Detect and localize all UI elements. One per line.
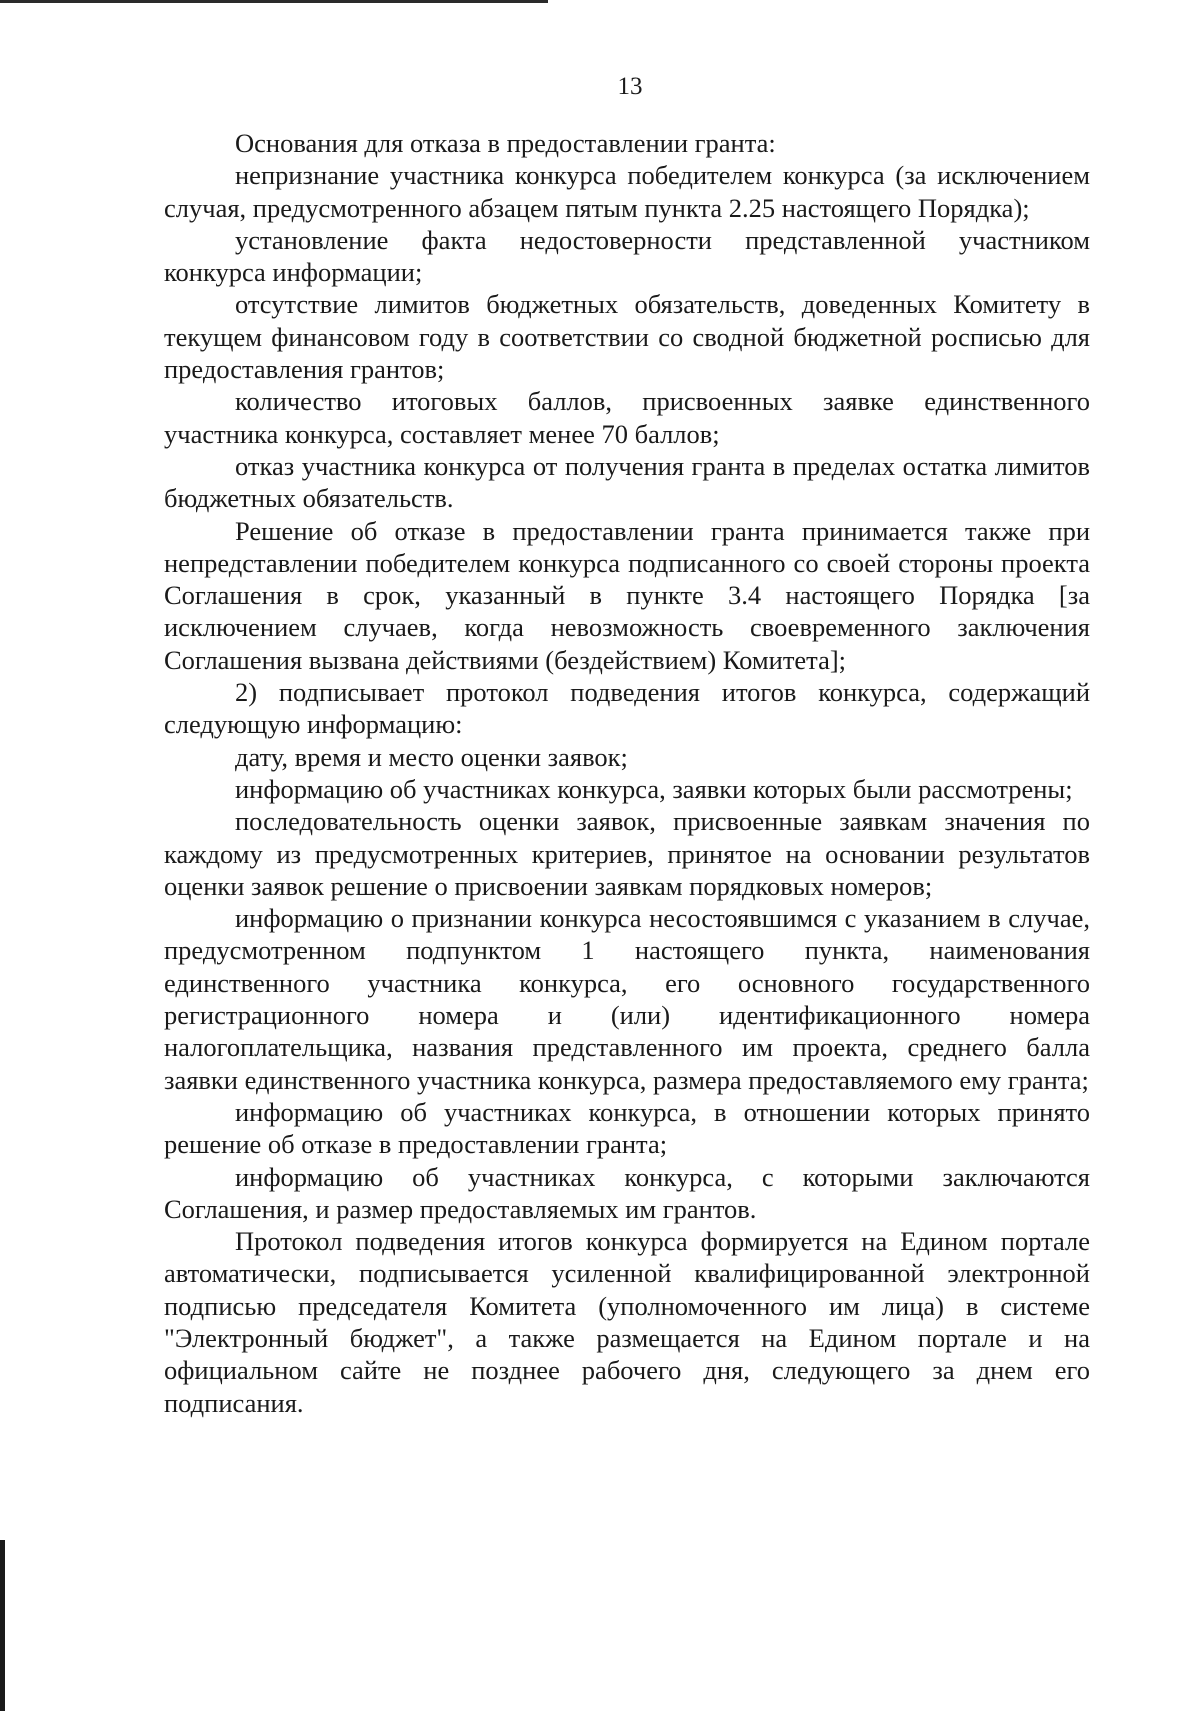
paragraph: количество итоговых баллов, присвоенных заявке единственного участника конкурса, составляет менее 70 баллов;: [164, 386, 1090, 449]
paragraph: информацию о признании конкурса несостоявшимся с указанием в случае, предусмотренном подпунктом 1 настоящего пункта, наименования единственного участника конкурса, его основного государственного регистрационного номера и (или) идентификационного номера налогоплательщика, названия представленного им проекта, среднего балла заявки единственного участника конкурса, размера предоставляемого ему гранта;: [164, 903, 1090, 1095]
paragraph: 2) подписывает протокол подведения итогов конкурса, содержащий следующую информацию:: [164, 677, 1090, 740]
paragraph: непризнание участника конкурса победителем конкурса (за исключением случая, предусмотренного абзацем пятым пункта 2.25 настоящего Порядка);: [164, 160, 1090, 223]
paragraph: информацию об участниках конкурса, заявки которых были рассмотрены;: [235, 773, 1073, 804]
paragraph: установление факта недостоверности представленной участником конкурса информации;: [164, 224, 1090, 288]
paragraph: Протокол подведения итогов конкурса формируется на Едином портале автоматически, подписывается усиленной квалифицированной электронной подписью председателя Комитета (уполномоченного им лица) в системе "Электронный бюджет", а также размещается на Едином портале и на официальном сайте не позднее рабочего дня, следующего за днем его подписания.: [164, 1226, 1090, 1418]
document-body: [164, 127, 1090, 1419]
paragraph: отказ участника конкурса от получения гранта в пределах остатка лимитов бюджетных обязательств.: [164, 450, 1090, 514]
page-number: 13: [617, 73, 643, 100]
paragraph: отсутствие лимитов бюджетных обязательств, доведенных Комитету в текущем финансовом году в соответствии со сводной бюджетной росписью для предоставления грантов;: [164, 289, 1090, 385]
paragraph: последовательность оценки заявок, присвоенные заявкам значения по каждому из предусмотренных критериев, принятое на основании результатов оценки заявок решение о присвоении заявкам порядковых номеров;: [164, 806, 1090, 901]
paragraph: дату, время и место оценки заявок;: [235, 741, 628, 772]
paragraph: информацию об участниках конкурса, в отношении которых принято решение об отказе в предоставлении гранта;: [164, 1096, 1090, 1160]
scan-edge-left: [0, 1540, 5, 1711]
scan-edge-top: [0, 0, 548, 3]
paragraph: Решение об отказе в предоставлении гранта принимается также при непредставлении победителем конкурса подписанного со своей стороны проекта Соглашения в срок, указанный в пункте 3.4 настоящего Порядка [за исключением случаев, когда невозможность своевременного заключения Соглашения вызвана действиями (бездействием) Комитета];: [164, 515, 1090, 675]
paragraph: информацию об участниках конкурса, с которыми заключаются Соглашения, и размер предоставляемых им грантов.: [164, 1161, 1090, 1224]
paragraph: Основания для отказа в предоставлении гранта:: [235, 128, 776, 158]
